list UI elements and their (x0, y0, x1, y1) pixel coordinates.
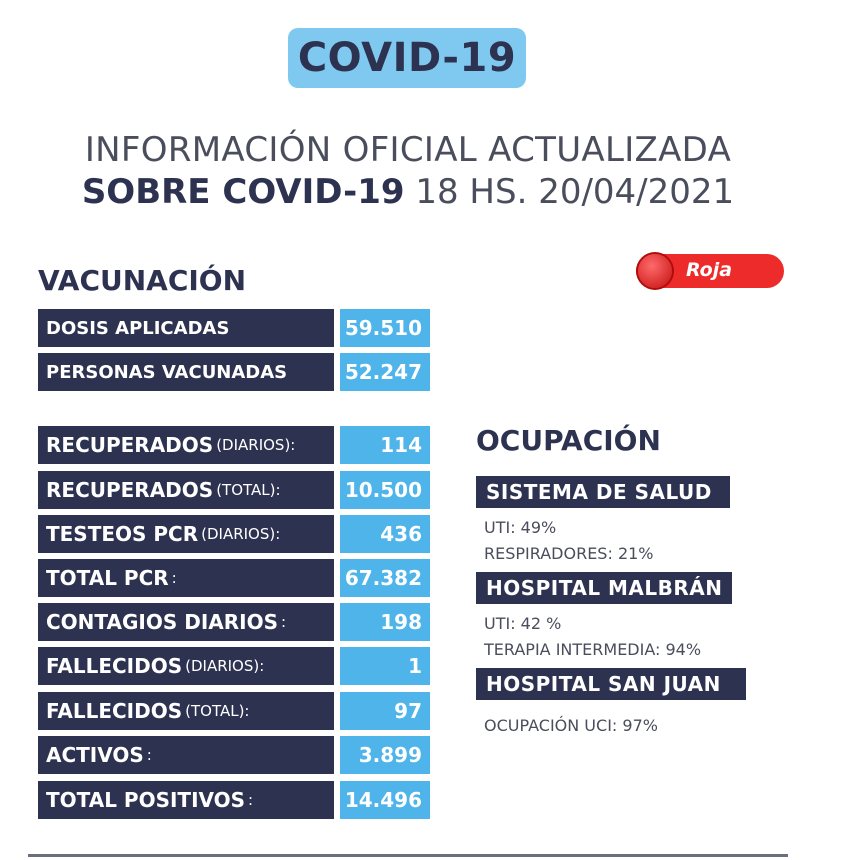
alert-level-label: Roja (686, 259, 733, 281)
row-label: PERSONAS VACUNADAS (38, 353, 334, 391)
footer-divider (28, 854, 788, 857)
row-label: TOTAL PCR : (38, 559, 334, 597)
stat-row-fallecidos-total (38, 692, 430, 730)
vacunacion-row (38, 309, 430, 347)
headline-line2 (0, 172, 816, 212)
stat-row-total-pcr (38, 559, 430, 597)
row-label: DOSIS APLICADAS (38, 309, 334, 347)
row-value: 97 (340, 692, 430, 730)
stat-row-testeos-pcr (38, 515, 430, 553)
row-value: 114 (340, 426, 430, 464)
row-value: 14.496 (340, 781, 430, 819)
row-value: 436 (340, 515, 430, 553)
row-value: 10.500 (340, 471, 430, 509)
hospital-malbran-header: HOSPITAL MALBRÁN (476, 572, 732, 604)
stat-row-contagios-diarios (38, 603, 430, 641)
stat-row-total-positivos (38, 781, 430, 819)
stat-row-activos (38, 736, 430, 774)
vacunacion-row (38, 353, 430, 391)
covid-badge: COVID-19 (288, 28, 526, 88)
row-value: 52.247 (340, 353, 430, 391)
ocupacion-title: OCUPACIÓN (476, 424, 661, 457)
headline-line1: INFORMACIÓN OFICIAL ACTUALIZADA (84, 130, 732, 170)
stat-row-recuperados-diarios (38, 426, 430, 464)
row-value: 3.899 (340, 736, 430, 774)
row-label: ACTIVOS : (38, 736, 334, 774)
hospital-san-juan-header: HOSPITAL SAN JUAN (476, 668, 746, 700)
row-value: 59.510 (340, 309, 430, 347)
row-label: CONTAGIOS DIARIOS : (38, 603, 334, 641)
headline-date: 18 HS. 20/04/2021 (415, 172, 735, 212)
row-label: RECUPERADOS (TOTAL): (38, 471, 334, 509)
vacunacion-title: VACUNACIÓN (38, 264, 247, 297)
stat-row-recuperados-total (38, 471, 430, 509)
alert-level-pill (636, 254, 784, 288)
headline-strong: SOBRE COVID-19 (81, 172, 405, 212)
row-value: 198 (340, 603, 430, 641)
sistema-uti: UTI: 49% (484, 518, 557, 537)
row-label: RECUPERADOS (DIARIOS): (38, 426, 334, 464)
row-label: FALLECIDOS (DIARIOS): (38, 647, 334, 685)
row-value: 67.382 (340, 559, 430, 597)
sistema-respiradores: RESPIRADORES: 21% (484, 544, 654, 563)
san-juan-uci: OCUPACIÓN UCI: 97% (484, 716, 658, 735)
stat-row-fallecidos-diarios (38, 647, 430, 685)
row-label: FALLECIDOS (TOTAL): (38, 692, 334, 730)
row-value: 1 (340, 647, 430, 685)
alert-light-icon (638, 254, 672, 288)
malbran-terapia: TERAPIA INTERMEDIA: 94% (484, 640, 702, 659)
row-label: TESTEOS PCR (DIARIOS): (38, 515, 334, 553)
malbran-uti: UTI: 42 % (484, 614, 562, 633)
sistema-salud-header: SISTEMA DE SALUD (476, 476, 730, 508)
row-label: TOTAL POSITIVOS : (38, 781, 334, 819)
